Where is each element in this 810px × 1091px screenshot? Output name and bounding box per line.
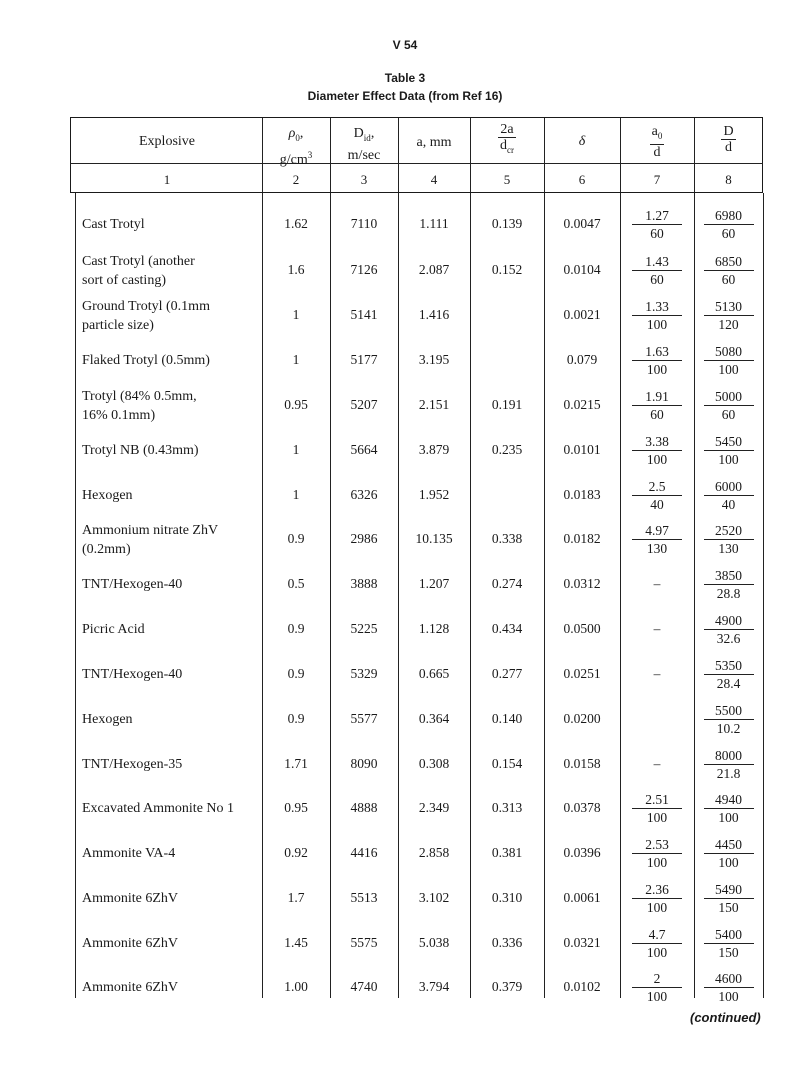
D-denominator: 100: [718, 451, 739, 467]
explosive-name-line: Picric Acid: [82, 622, 145, 637]
explosive-name: [82, 799, 234, 818]
cell-rho: 0.9: [287, 710, 305, 726]
cell-a: 0.308: [418, 755, 450, 771]
D-numerator: 5000: [704, 389, 754, 406]
header-ao-d: [620, 124, 694, 161]
D-numerator: 6850: [704, 254, 754, 271]
cell-a: 2.087: [418, 261, 450, 277]
cell-delta: 0.0047: [563, 215, 601, 231]
cell-delta: 0.0321: [563, 934, 601, 950]
ao-denominator: 100: [646, 944, 668, 960]
explosive-name: [82, 755, 182, 774]
explosive-name: [82, 844, 175, 863]
page-code: V 54: [392, 38, 418, 52]
cell-D-fraction: [704, 523, 754, 556]
cell-twoa: 0.434: [491, 620, 523, 636]
cell-D-fraction: [704, 971, 754, 1004]
ao-numerator: 2.53: [632, 837, 682, 854]
explosive-name-line: Ammonite 6ZhV: [82, 891, 179, 906]
col-number-3: 3: [360, 172, 368, 187]
cell-a: 10.135: [415, 530, 453, 546]
cell-delta: 0.0183: [563, 486, 601, 502]
cell-delta: 0.0500: [563, 620, 601, 636]
explosive-name-line: Trotyl NB (0.43mm): [82, 443, 199, 458]
cell-delta: 0.0158: [563, 755, 601, 771]
header-D-d: [694, 124, 763, 156]
D-numerator: 5490: [704, 882, 754, 899]
D-denominator: 100: [718, 809, 739, 825]
cell-twoa: 0.277: [491, 665, 523, 681]
D-numerator: 5500: [704, 703, 754, 720]
header-ao-num: a: [651, 124, 658, 139]
ao-denominator: 60: [650, 225, 664, 241]
cell-rho: 1.62: [284, 215, 308, 231]
cell-did: 7110: [350, 215, 378, 231]
D-denominator: 130: [718, 540, 739, 556]
explosive-name-line: Ammonium nitrate ZhV: [82, 522, 219, 538]
cell-D-fraction: [704, 389, 754, 422]
cell-did: 5177: [350, 351, 378, 367]
col-number-1: 1: [163, 172, 171, 187]
body-column-rule: [763, 193, 764, 998]
cell-delta: 0.0061: [563, 889, 601, 905]
explosive-name-line: Ammonite VA-4: [82, 846, 176, 861]
cell-did: 5513: [350, 889, 378, 905]
cell-did: 4888: [350, 799, 378, 815]
explosive-name: [82, 486, 133, 505]
cell-ao-fraction: [632, 389, 682, 422]
cell-D-fraction: [704, 927, 754, 960]
cell-rho: 1: [292, 351, 300, 367]
ao-numerator: 1.91: [632, 389, 682, 406]
cell-delta: 0.0021: [563, 306, 601, 322]
cell-did: 5329: [350, 665, 378, 681]
header-ao-den: d: [653, 144, 661, 160]
cell-a: 1.111: [419, 215, 449, 231]
cell-a: 2.349: [418, 799, 450, 815]
cell-a: 3.102: [418, 889, 450, 905]
cell-rho: 1: [292, 441, 300, 457]
cell-twoa: 0.140: [491, 710, 523, 726]
cell-rho: 0.92: [284, 844, 308, 860]
cell-delta: 0.0312: [563, 575, 601, 591]
col-number-8: 8: [725, 172, 732, 187]
cell-D-fraction: [704, 434, 754, 467]
cell-a: 3.195: [418, 351, 450, 367]
D-numerator: 8000: [704, 748, 754, 765]
cell-ao-fraction: [632, 208, 682, 241]
ao-denominator: 100: [646, 899, 668, 915]
explosive-name: [82, 441, 199, 460]
cell-delta: 0.0101: [563, 441, 601, 457]
cell-rho: 1.7: [287, 889, 305, 905]
continued-note: (continued): [690, 1010, 761, 1025]
cell-a: 0.364: [418, 710, 450, 726]
cell-D-fraction: [704, 344, 754, 377]
ao-numerator: 2.36: [632, 882, 682, 899]
D-numerator: 6980: [704, 208, 754, 225]
ao-denominator: 100: [646, 451, 668, 467]
header-did-sub: id: [363, 132, 371, 143]
cell-did: 3888: [350, 575, 378, 591]
cell-did: 7126: [350, 261, 378, 277]
cell-twoa: 0.139: [491, 215, 523, 231]
ao-numerator: 2.51: [632, 792, 682, 809]
explosive-name: [82, 978, 178, 997]
cell-rho: 1: [292, 306, 300, 322]
header-row-divider: [70, 163, 763, 164]
header-D-num: D: [723, 124, 734, 139]
ao-denominator: 40: [650, 496, 664, 512]
cell-ao-fraction: [632, 479, 682, 512]
col-number-5: 5: [503, 172, 511, 187]
header-explosive: Explosive: [139, 134, 195, 149]
cell-D-fraction: [704, 299, 754, 332]
cell-did: 6326: [350, 486, 378, 502]
body-column-rule: [620, 193, 621, 998]
cell-rho: 1.45: [284, 934, 308, 950]
cell-ao-fraction: [632, 299, 682, 332]
explosive-name-line: Cast Trotyl: [82, 217, 145, 232]
D-denominator: 100: [718, 988, 739, 1004]
table-title: Table 3: [384, 71, 426, 85]
cell-did: 8090: [350, 755, 378, 771]
explosive-name: [82, 215, 145, 234]
ao-denominator: 130: [646, 540, 668, 556]
cell-twoa: 0.381: [491, 844, 523, 860]
ao-numerator: 4.97: [632, 523, 682, 540]
ao-numerator: 3.38: [632, 434, 682, 451]
cell-delta: 0.079: [566, 351, 598, 367]
cell-did: 5577: [350, 710, 378, 726]
cell-D-fraction: [704, 479, 754, 512]
D-denominator: 150: [718, 944, 739, 960]
cell-D-fraction: [704, 658, 754, 691]
explosive-name: [82, 252, 195, 290]
header-2a-den: d: [500, 138, 507, 153]
cell-did: 4416: [350, 844, 378, 860]
explosive-name-line: 16% 0.1mm): [82, 407, 156, 423]
explosive-name: [82, 387, 197, 425]
cell-a: 2.858: [418, 844, 450, 860]
explosive-name-line: Ammonite 6ZhV: [82, 980, 179, 995]
cell-D-fraction: [704, 613, 754, 646]
cell-rho: 0.9: [287, 530, 305, 546]
cell-rho: 0.95: [284, 799, 308, 815]
explosive-name-line: Hexogen: [82, 712, 133, 727]
cell-ao-fraction: [632, 792, 682, 825]
col-number-7: 7: [653, 172, 661, 187]
cell-twoa: 0.191: [491, 396, 523, 412]
cell-rho: 0.5: [287, 575, 305, 591]
ao-numerator: 1.43: [632, 254, 682, 271]
cell-delta: 0.0378: [563, 799, 601, 815]
cell-ao-fraction: [632, 927, 682, 960]
D-numerator: 4600: [704, 971, 754, 988]
cell-delta: 0.0215: [563, 396, 601, 412]
body-column-rule: [694, 193, 695, 998]
D-numerator: 5130: [704, 299, 754, 316]
cell-rho: 1: [292, 486, 300, 502]
explosive-name-line: Ammonite 6ZhV: [82, 936, 179, 951]
cell-a: 0.665: [418, 665, 450, 681]
cell-ao-fraction: [632, 254, 682, 287]
header-D-den: d: [725, 140, 732, 155]
explosive-name-line: Ground Trotyl (0.1mm: [82, 298, 210, 314]
D-numerator: 4900: [704, 613, 754, 630]
explosive-name-line: TNT/Hexogen-35: [82, 757, 183, 772]
ao-denominator: 100: [646, 361, 668, 377]
D-numerator: 5080: [704, 344, 754, 361]
explosive-name: [82, 934, 178, 953]
ao-denominator: 100: [646, 988, 668, 1004]
header-rho-unit: g/cm: [279, 152, 308, 168]
explosive-name-line: Cast Trotyl (another: [82, 253, 195, 269]
cell-twoa: 0.235: [491, 441, 523, 457]
D-denominator: 28.4: [716, 675, 741, 691]
cell-ao-fraction: [632, 837, 682, 870]
ao-numerator: 1.27: [632, 208, 682, 225]
cell-ao-dash: –: [653, 665, 661, 681]
explosive-name-line: Trotyl (84% 0.5mm,: [82, 388, 197, 404]
header-did: $D_{id}$, m/sec: [347, 126, 381, 163]
cell-twoa: 0.152: [491, 261, 523, 277]
D-denominator: 21.8: [716, 765, 741, 781]
cell-delta: 0.0396: [563, 844, 601, 860]
cell-twoa: 0.154: [491, 755, 523, 771]
cell-a: 1.416: [418, 306, 450, 322]
cell-D-fraction: [704, 748, 754, 781]
ao-denominator: 100: [646, 316, 668, 332]
cell-D-fraction: [704, 703, 754, 736]
cell-a: 1.207: [418, 575, 450, 591]
cell-D-fraction: [704, 882, 754, 915]
col-number-2: 2: [292, 172, 300, 187]
explosive-name-line: Hexogen: [82, 488, 133, 503]
ao-numerator: 1.63: [632, 344, 682, 361]
D-numerator: 5350: [704, 658, 754, 675]
explosive-name-line: Flaked Trotyl (0.5mm): [82, 353, 210, 368]
D-denominator: 28.8: [716, 585, 741, 601]
header-did-unit: m/sec: [347, 147, 381, 163]
explosive-name: [82, 665, 182, 684]
col-number-4: 4: [430, 172, 438, 187]
cell-twoa: 0.379: [491, 978, 523, 994]
header-2a-dcr: [470, 122, 544, 158]
D-denominator: 40: [721, 496, 736, 512]
cell-ao-fraction: [632, 523, 682, 556]
cell-did: 4740: [350, 978, 378, 994]
cell-did: 5664: [350, 441, 378, 457]
header-a: a, mm: [416, 135, 452, 150]
explosive-name: [82, 889, 178, 908]
ao-numerator: 2.5: [632, 479, 682, 496]
explosive-name: [82, 297, 210, 335]
cell-delta: 0.0200: [563, 710, 601, 726]
cell-did: 5141: [350, 306, 378, 322]
cell-twoa: 0.313: [491, 799, 523, 815]
D-denominator: 60: [721, 406, 736, 422]
cell-ao-fraction: [632, 344, 682, 377]
explosive-name-line: (0.2mm): [82, 541, 131, 557]
cell-a: 1.952: [418, 486, 450, 502]
ao-numerator: 1.33: [632, 299, 682, 316]
D-numerator: 2520: [704, 523, 754, 540]
explosive-name-line: particle size): [82, 317, 154, 333]
ao-numerator: 2: [632, 971, 682, 988]
header-rho-symbol: ρ: [288, 126, 296, 141]
cell-delta: 0.0251: [563, 665, 601, 681]
D-numerator: 4940: [704, 792, 754, 809]
D-denominator: 60: [721, 271, 736, 287]
body-column-rule: [75, 193, 76, 998]
D-denominator: 32.6: [716, 630, 741, 646]
cell-ao-dash: –: [653, 575, 661, 591]
cell-rho: 0.9: [287, 620, 305, 636]
header-rho: $\rho_0$, $g/cm^3$: [279, 126, 313, 168]
D-denominator: 60: [721, 225, 736, 241]
D-numerator: 4450: [704, 837, 754, 854]
cell-a: 3.879: [418, 441, 450, 457]
cell-rho: 1.6: [287, 261, 305, 277]
cell-twoa: 0.310: [491, 889, 523, 905]
cell-a: 1.128: [418, 620, 450, 636]
cell-delta: 0.0104: [563, 261, 601, 277]
explosive-name: [82, 620, 145, 639]
header-delta: δ: [578, 134, 586, 149]
explosive-name: [82, 521, 218, 559]
explosive-name-line: TNT/Hexogen-40: [82, 667, 183, 682]
cell-delta: 0.0102: [563, 978, 601, 994]
cell-ao-fraction: [632, 971, 682, 1004]
cell-rho: 0.9: [287, 665, 305, 681]
D-numerator: 5400: [704, 927, 754, 944]
D-numerator: 6000: [704, 479, 754, 496]
header-2a-num: 2a: [500, 122, 514, 137]
col-number-6: 6: [578, 172, 586, 187]
D-denominator: 100: [718, 361, 739, 377]
D-numerator: 5450: [704, 434, 754, 451]
cell-a: 2.151: [418, 396, 450, 412]
header-rho-exp: 3: [307, 149, 313, 160]
cell-twoa: 0.274: [491, 575, 523, 591]
cell-did: 5225: [350, 620, 378, 636]
ao-denominator: 100: [646, 854, 668, 870]
cell-rho: 1.00: [284, 978, 308, 994]
header-ao-num-sub: 0: [657, 130, 663, 141]
ao-denominator: 60: [650, 271, 664, 287]
cell-did: 5207: [350, 396, 378, 412]
cell-D-fraction: [704, 792, 754, 825]
cell-D-fraction: [704, 208, 754, 241]
header-rho-sub: 0: [295, 132, 300, 143]
header-did-main: D: [353, 126, 364, 141]
explosive-name: [82, 710, 133, 729]
ao-denominator: 100: [646, 809, 668, 825]
cell-ao-dash: –: [653, 620, 661, 636]
cell-D-fraction: [704, 254, 754, 287]
cell-did: 5575: [350, 934, 378, 950]
cell-rho: 1.71: [284, 755, 308, 771]
cell-twoa: 0.336: [491, 934, 523, 950]
cell-twoa: 0.338: [491, 530, 523, 546]
explosive-name-line: Excavated Ammonite No 1: [82, 801, 235, 816]
cell-rho: 0.95: [284, 396, 308, 412]
cell-ao-fraction: [632, 882, 682, 915]
D-denominator: 150: [718, 899, 739, 915]
D-numerator: 3850: [704, 568, 754, 585]
explosive-name: [82, 351, 210, 370]
cell-a: 5.038: [418, 934, 450, 950]
cell-delta: 0.0182: [563, 530, 601, 546]
header-2a-den-sub: cr: [507, 144, 514, 155]
explosive-name-line: sort of casting): [82, 272, 166, 288]
cell-D-fraction: [704, 837, 754, 870]
ao-denominator: 60: [650, 406, 664, 422]
D-denominator: 10.2: [716, 720, 741, 736]
cell-ao-dash: –: [653, 755, 661, 771]
ao-numerator: 4.7: [632, 927, 682, 944]
cell-ao-fraction: [632, 434, 682, 467]
explosive-name-line: TNT/Hexogen-40: [82, 577, 183, 592]
cell-D-fraction: [704, 568, 754, 601]
table-subtitle: Diameter Effect Data (from Ref 16): [307, 89, 503, 103]
body-column-rule: [470, 193, 471, 998]
cell-did: 2986: [350, 530, 378, 546]
D-denominator: 120: [718, 316, 739, 332]
D-denominator: 100: [718, 854, 739, 870]
cell-a: 3.794: [418, 978, 450, 994]
explosive-name: [82, 575, 182, 594]
